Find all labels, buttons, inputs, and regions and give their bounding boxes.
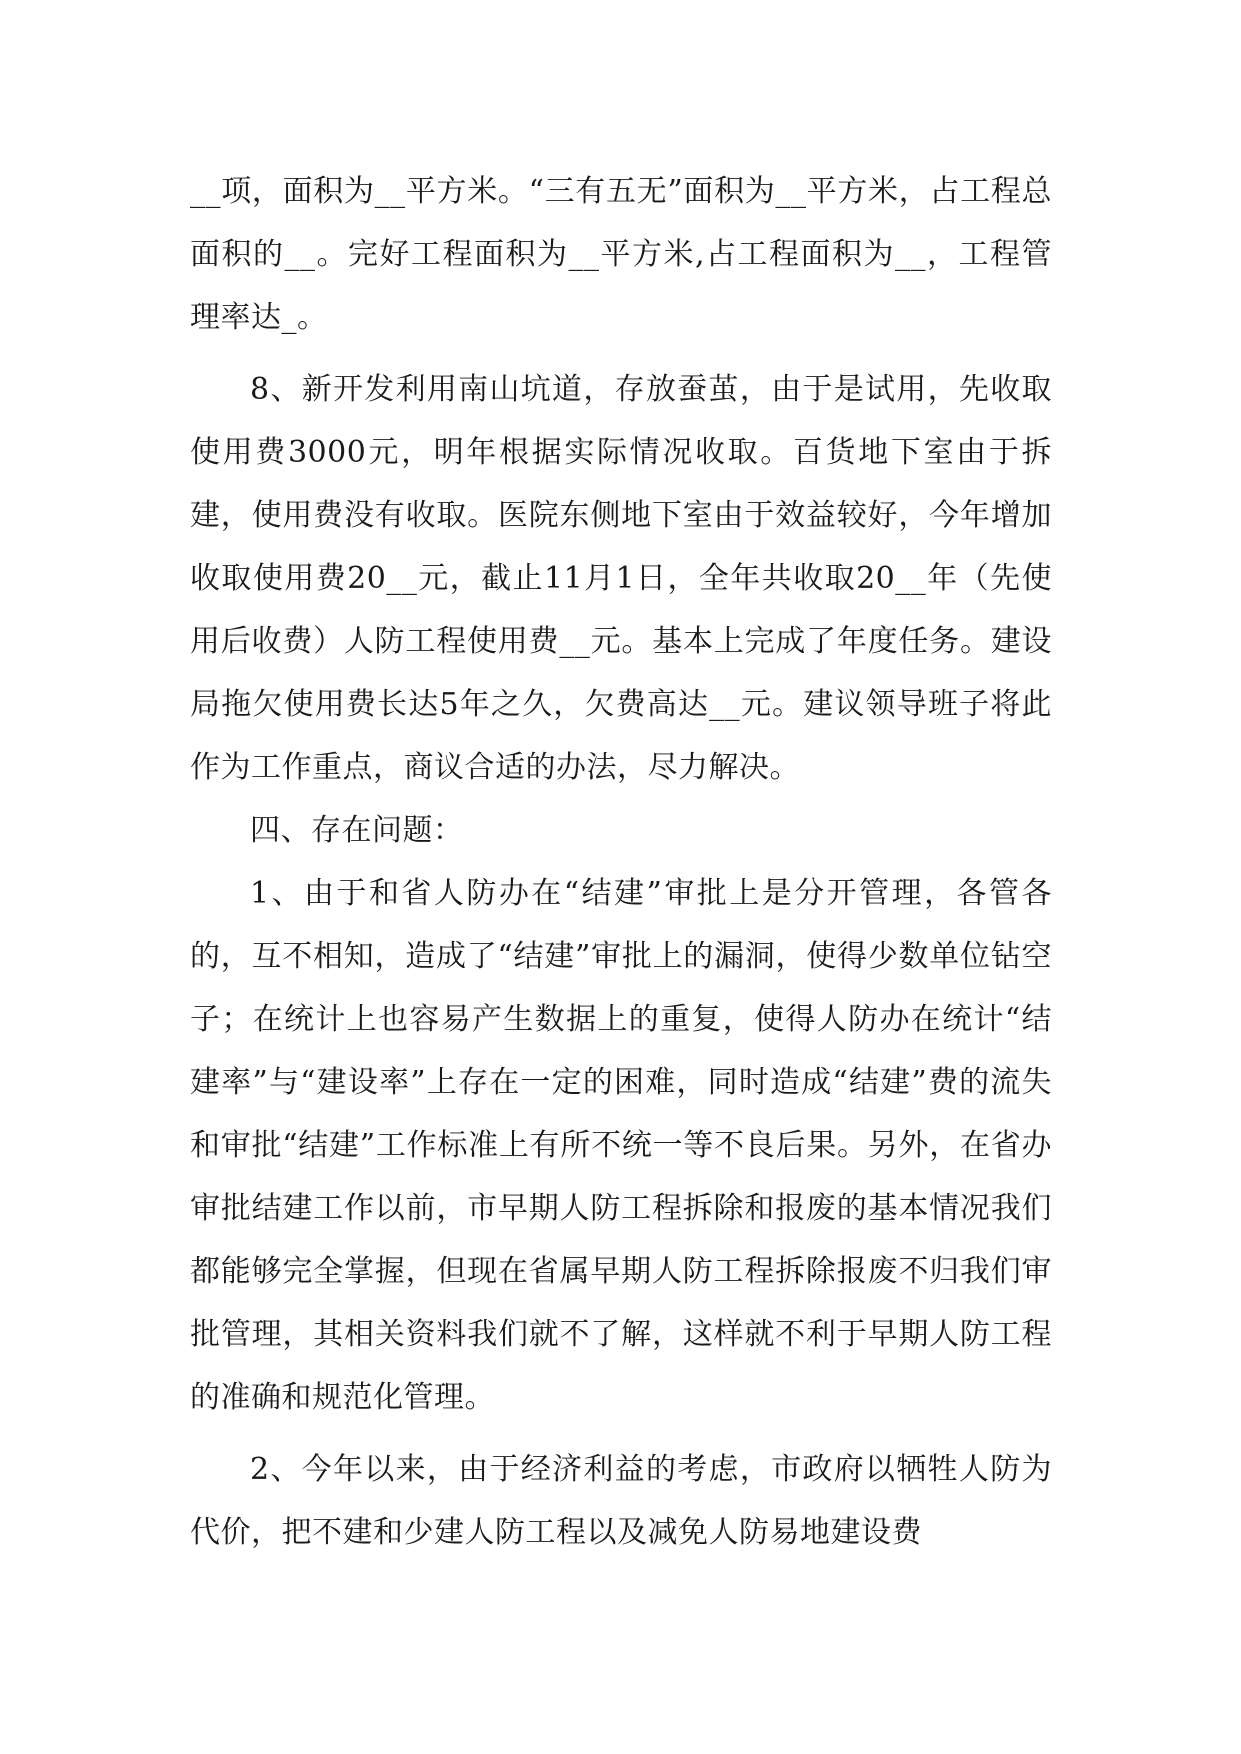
paragraph-issue-2: 2、今年以来，由于经济利益的考虑，市政府以牺牲人防为代价，把不建和少建人防工程以及减免人防易地建设费 [190,1452,1052,1550]
section-heading-existing-problems: 四、存在问题： [250,813,464,848]
paragraph-item-8: 8、新开发利用南山坑道，存放蚕茧，由于是试用，先收取使用费3000元，明年根据实际情况收取。百货地下室由于拆建，使用费没有收取。医院东侧地下室由于效益较好，今年增加收取使用费20__元，截止11月1日，全年共收取20__年（先使用后收费）人防工程使用费__元。基本上完成了年度任务。建设局拖欠使用费长达5年之久，欠费高达__元。建议领导班子将此作为工作重点，商议合适的办法，尽力解决。 [190,372,1052,785]
paragraph-issue-1: 1、由于和省人防办在“结建”审批上是分开管理，各管各的，互不相知，造成了“结建”审批上的漏洞，使得少数单位钻空子；在统计上也容易产生数据上的重复，使得人防办在统计“结建率”与“建设率”上存在一定的困难，同时造成“结建”费的流失和审批“结建”工作标准上有所不统一等不良后果。另外，在省办审批结建工作以前，市早期人防工程拆除和报废的基本情况我们都能够完全掌握，但现在省属早期人防工程拆除报废不归我们审批管理，其相关资料我们就不了解，这样就不利于早期人防工程的准确和规范化管理。 [190,876,1052,1415]
document-body [190,160,1052,1564]
paragraph-continuation: __项，面积为__平方米。“三有五无”面积为__平方米，占工程总面积的__。完好工程面积为__平方米,占工程面积为__，工程管理率达_。 [190,174,1052,335]
